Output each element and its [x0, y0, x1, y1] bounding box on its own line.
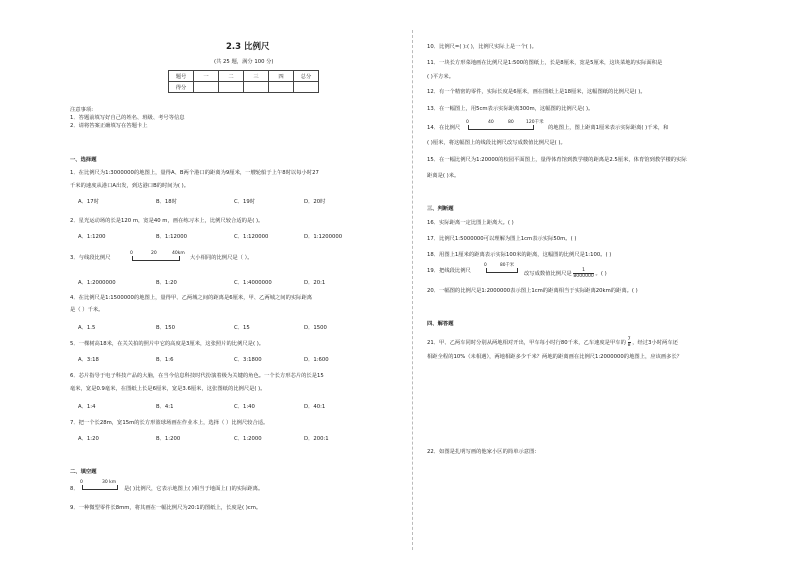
page-title: 2.3 比例尺	[226, 42, 270, 52]
option-c[interactable]: C．1:40	[234, 404, 255, 410]
question-text: 相距全程的10%（未相遇），两地相距多少千米？两地的距离画在比例尺1:2000000的地图上，应该画多长？	[427, 354, 683, 360]
option-c[interactable]: C．1:120000	[234, 234, 269, 240]
question-text: 9．一种微型零件长8mm，将其画在一幅比例尺为20:1的图纸上，长度是( )cm。	[70, 505, 262, 511]
score-cell: 一	[194, 71, 219, 82]
score-table	[168, 70, 319, 93]
ruler-label: 120千米	[526, 120, 544, 125]
question-text: 毫米，宽是0.9毫米，在图纸上长是6厘米，宽是3.6厘米，这张图纸的比例尺是( )。	[70, 386, 266, 392]
score-table-header-row	[169, 71, 319, 82]
question-text: 。( )	[595, 271, 607, 277]
score-input-cell[interactable]	[194, 82, 219, 93]
option-a[interactable]: A．1:4	[78, 404, 96, 410]
option-b[interactable]: B．4:1	[156, 404, 174, 410]
score-input-cell[interactable]	[294, 82, 319, 93]
question-text: 4．在比例尺是1:1500000的地图上，量得甲、乙两城之间的距离是6厘米，甲、乙两城之间的实际距离	[70, 295, 313, 301]
question-text: 千米的速度从港口A出发，到达港口B的时间为( )。	[70, 183, 190, 189]
notes-item: 2．请将答案正确填写在答题卡上	[70, 123, 148, 129]
question-text: 3．与线段比例尺	[70, 255, 111, 261]
option-d[interactable]: D．200:1	[304, 436, 329, 442]
column-divider	[412, 30, 413, 550]
score-table-score-row	[169, 82, 319, 93]
question-text: 16．实际距离一定比图上距离大。( )	[427, 220, 514, 226]
section-heading: 二、填空题	[70, 469, 97, 475]
question-text: 13．在一幅图上，用5cm表示实际距离300m，这幅图的比例尺是( )。	[427, 106, 594, 112]
scale-ruler	[80, 481, 122, 491]
notes-item: 1．答题前填写好自己的姓名、班级、考号等信息	[70, 115, 185, 121]
option-b[interactable]: B．18时	[156, 199, 177, 205]
fraction-numerator: 1	[573, 268, 593, 274]
fraction	[573, 268, 593, 279]
option-d[interactable]: D．1500	[304, 325, 327, 331]
option-c[interactable]: C．19时	[234, 199, 256, 205]
question-text	[427, 337, 678, 348]
ruler-line	[468, 125, 534, 130]
score-input-cell[interactable]	[219, 82, 244, 93]
question-text: 17．比例尺1:5000000可以理解为图上1cm表示实际50m。( )	[427, 236, 577, 242]
option-b[interactable]: B．1:6	[156, 357, 174, 363]
option-b[interactable]: B．1:20	[156, 280, 177, 286]
scale-ruler	[466, 121, 548, 131]
question-text: 1．在比例尺为1:3000000的地图上，量得A、B两个港口的距离为9厘米，一艘轮船于上午8时以每小时27	[70, 170, 319, 176]
page-subtitle: (共 25 题，满分 100 分)	[214, 59, 274, 65]
score-cell: 二	[219, 71, 244, 82]
scale-ruler	[484, 264, 524, 274]
ruler-label: 40km	[172, 251, 185, 256]
option-d[interactable]: D．20:1	[304, 280, 326, 286]
option-a[interactable]: A．1:2000000	[78, 280, 116, 286]
ruler-label: 80千米	[500, 263, 515, 268]
option-c[interactable]: C．3:1800	[234, 357, 262, 363]
question-text: ( )厘米，将这幅图上的线段比例尺改写成数值比例尺是( )。	[427, 140, 566, 146]
ruler-label: 0	[80, 480, 83, 485]
question-text: ( )平方米。	[427, 74, 455, 80]
option-d[interactable]: D．40:1	[304, 404, 326, 410]
question-text: 10．比例尺=( ):( )，比例尺实际上是一个( )。	[427, 44, 537, 50]
question-text: 8．	[70, 486, 79, 492]
question-text: 距离是( )米。	[427, 173, 460, 179]
question-text: 2．星光运动场的长是120 m，宽是40 m，画在练习本上，比例尺较合适的是( )。	[70, 218, 264, 224]
fraction-numerator: 7	[627, 337, 631, 342]
question-text: 改写成数值比例尺是	[524, 271, 572, 277]
question-text	[524, 268, 607, 279]
option-a[interactable]: A．1:1200	[78, 234, 106, 240]
question-text: 11．一块长方形菜地画在比例尺是1:500的图纸上，长是8厘米，宽是5厘米，这块菜地的实际面积是	[427, 60, 663, 66]
question-text: 14．在比例尺	[427, 125, 461, 131]
option-b[interactable]: B．1:12000	[156, 234, 187, 240]
question-text: 22．如图是扎明写画的他家小区的简单示意图：	[427, 449, 540, 455]
option-b[interactable]: B．150	[156, 325, 176, 331]
option-d[interactable]: D．20时	[304, 199, 326, 205]
score-cell: 总分	[294, 71, 319, 82]
question-text: 12．有一个精密的零件，实际长度是6厘米，画在图纸上是18厘米，这幅图纸的比例尺是( )。	[427, 89, 646, 95]
ruler-label: 30 km	[102, 480, 117, 485]
option-a[interactable]: A．3:18	[78, 357, 99, 363]
ruler-label: 80	[508, 120, 514, 125]
question-text: 是( )比例尺，它表示地图上( )相当于地面上( )的实际距离。	[124, 486, 264, 492]
question-text: 5．一棵树高18米，在关关拍的照片中它的高度是3厘米，这张照片的比例尺是( )。	[70, 341, 265, 347]
section-heading: 一、选择题	[70, 157, 97, 163]
score-cell: 得分	[169, 82, 194, 93]
option-b[interactable]: B．1:200	[156, 436, 181, 442]
question-text: 6．芯片指导于电子科技产品的大脑，在当今信息科技时代扮演着极为关键的角色。一个长方形芯片的长是15	[70, 373, 324, 379]
ruler-label: 0	[130, 251, 133, 256]
option-d[interactable]: D．1:600	[304, 357, 329, 363]
option-a[interactable]: A．1:20	[78, 436, 99, 442]
ruler-label: 0	[484, 263, 487, 268]
ruler-label: 20	[151, 251, 157, 256]
question-text: 15．在一幅比例尺为1:20000的校园平面图上，量得体育馆到教学楼的距离是2.5厘米，体育馆到教学楼的实际	[427, 157, 687, 163]
option-c[interactable]: C．15	[234, 325, 250, 331]
fraction-denominator: 8	[627, 343, 631, 348]
score-cell: 四	[269, 71, 294, 82]
ruler-label: 0	[466, 120, 469, 125]
question-text: 7．把一个长28m，宽15m的长方形篮球场画在作业本上，选择（ ）比例尺较合适。	[70, 420, 269, 426]
question-text: 19．把线段比例尺	[427, 268, 471, 274]
question-text: 的地图上，图上距离1厘米表示实际距离( )千米，和	[548, 125, 669, 131]
option-c[interactable]: C．1:4000000	[234, 280, 272, 286]
scale-ruler	[128, 252, 188, 262]
option-d[interactable]: D．1:1200000	[304, 234, 343, 240]
section-heading: 四、解答题	[427, 321, 454, 327]
question-text: 18．用图上1厘米的距离表示实际100米的距离，这幅图的比例尺是1:100。( )	[427, 252, 612, 258]
question-text: 是（ ）千米。	[70, 307, 104, 313]
score-cell: 题号	[169, 71, 194, 82]
ruler-label: 40	[488, 120, 494, 125]
notes-heading: 注意事项:	[70, 107, 93, 113]
fraction	[628, 337, 631, 348]
score-input-cell[interactable]	[244, 82, 269, 93]
question-text: 大小相同的比例尺是（ ）。	[190, 255, 253, 261]
option-c[interactable]: C．1:2000	[234, 436, 262, 442]
score-input-cell[interactable]	[269, 82, 294, 93]
fraction-denominator: 8000000	[573, 274, 594, 279]
question-text: 20．一幅图的比例尺是1:2000000表示图上1cm的距离相当于实际距离20km的距离。( )	[427, 288, 638, 294]
section-heading: 三、判断题	[427, 206, 454, 212]
score-cell: 三	[244, 71, 269, 82]
option-a[interactable]: A．1.5	[78, 325, 96, 331]
question-text: 21．甲、乙两车同时分别从两地相对开出，甲车每小时行80千米，乙车速度是甲车的	[427, 340, 626, 346]
question-text: ，经过3小时两车还	[632, 340, 678, 346]
option-a[interactable]: A．17时	[78, 199, 99, 205]
